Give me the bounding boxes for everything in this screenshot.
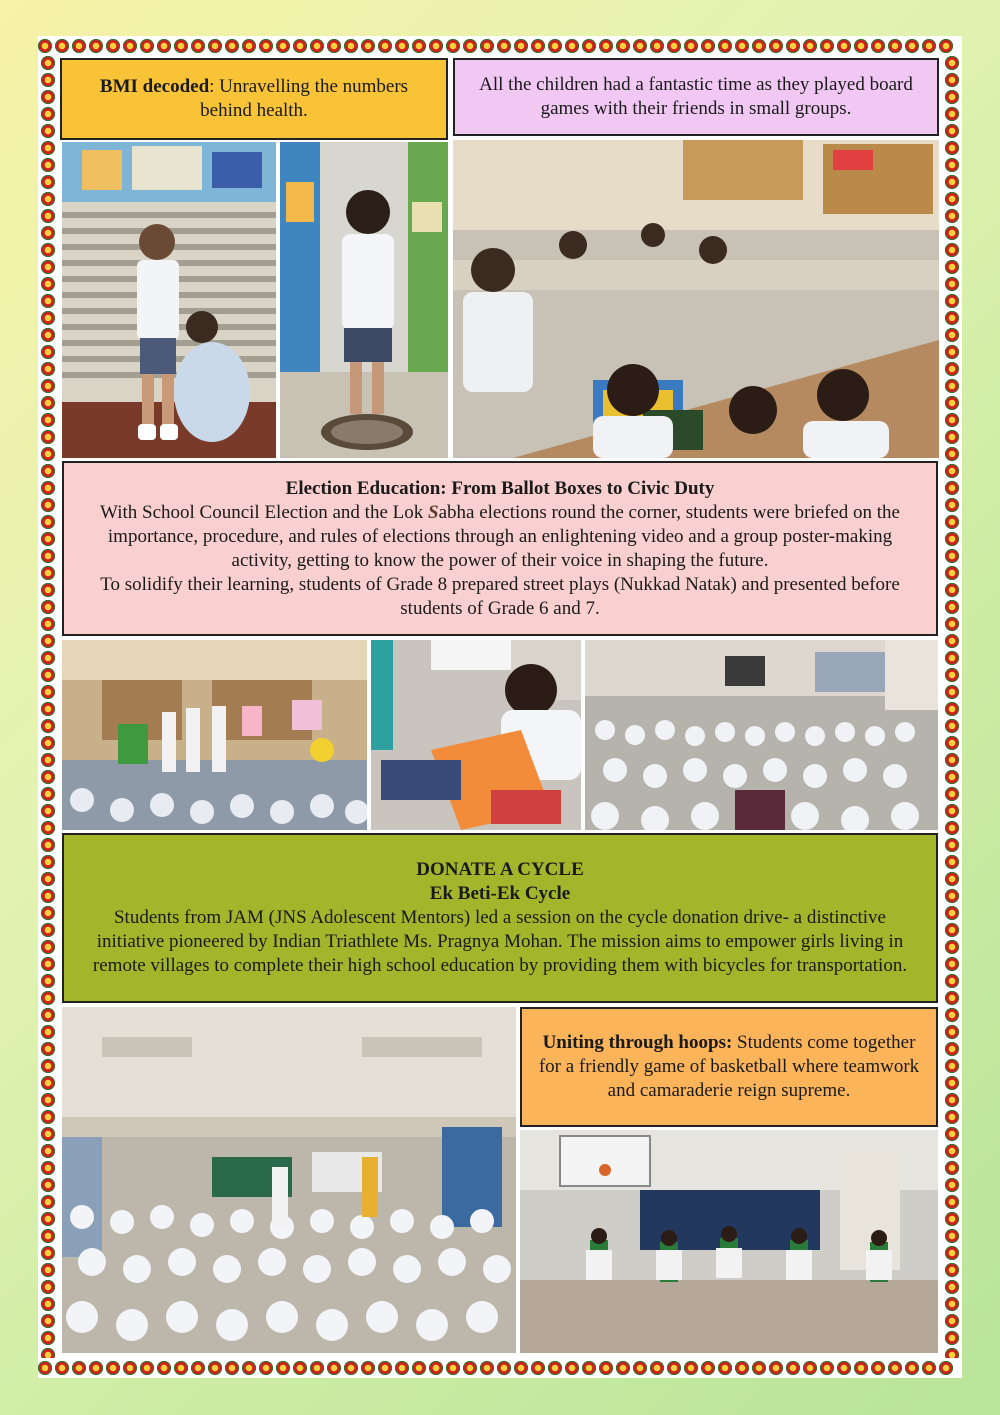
flower-border-icon (548, 1361, 562, 1375)
flower-border-icon (837, 39, 851, 53)
flower-border-icon (718, 1361, 732, 1375)
flower-border-icon (446, 39, 460, 53)
cycle-session-photo (62, 1007, 516, 1353)
flower-border-icon (41, 1076, 55, 1090)
cycle-title: DONATE A CYCLE (416, 859, 584, 880)
election-para1-start: With School Council Election and the Lok (100, 501, 428, 523)
flower-border-icon (945, 175, 959, 189)
flower-border-icon (41, 702, 55, 716)
flower-border-icon (820, 39, 834, 53)
election-paragraph-2: To solidify their learning, students of Grade 8 prepared street plays (Nukkad Natak) and presented before students of Grade 6 and 7. (100, 573, 900, 619)
flower-border-icon (945, 158, 959, 172)
flower-border-icon (945, 260, 959, 274)
flower-border-icon (41, 838, 55, 852)
flower-border-icon (276, 1361, 290, 1375)
flower-border-icon (945, 56, 959, 70)
election-video-session-photo (585, 640, 938, 830)
election-para1-end: abha elections round the corner, students were briefed on the importance, procedure, and rules of elections through an enlightening video and a group poster-making activity, getting to know the power of their voice in shaping the future. (107, 501, 900, 571)
flower-border-icon (41, 1297, 55, 1311)
flower-border-icon (888, 39, 902, 53)
hoops-title: Uniting through hoops: (542, 1032, 733, 1053)
flower-border-icon (837, 1361, 851, 1375)
flower-border-icon (922, 39, 936, 53)
flower-border-icon (41, 1144, 55, 1158)
flower-border-icon (41, 753, 55, 767)
hoops-caption (532, 1031, 926, 1103)
flower-border-icon (41, 549, 55, 563)
flower-border-icon (191, 1361, 205, 1375)
flower-border-icon (208, 1361, 222, 1375)
flower-border-bottom (38, 1360, 962, 1376)
flower-border-icon (945, 1042, 959, 1056)
flower-border-icon (945, 1144, 959, 1158)
flower-border-icon (667, 1361, 681, 1375)
flower-border-icon (41, 719, 55, 733)
flower-border-icon (242, 39, 256, 53)
flower-border-icon (945, 1297, 959, 1311)
flower-border-icon (945, 498, 959, 512)
flower-border-icon (945, 73, 959, 87)
flower-border-icon (41, 583, 55, 597)
flower-border-icon (945, 532, 959, 546)
flower-border-icon (497, 1361, 511, 1375)
flower-border-icon (225, 39, 239, 53)
board-games-caption-box (453, 58, 939, 136)
flower-border-right (944, 56, 960, 1358)
basketball-photo (520, 1130, 938, 1353)
flower-border-icon (41, 889, 55, 903)
flower-border-icon (41, 685, 55, 699)
flower-border-icon (752, 39, 766, 53)
flower-border-icon (327, 1361, 341, 1375)
flower-border-icon (616, 39, 630, 53)
flower-border-icon (38, 1361, 52, 1375)
bmi-text: : Unravelling the numbers behind health. (200, 76, 409, 121)
flower-border-icon (41, 328, 55, 342)
flower-border-icon (531, 1361, 545, 1375)
flower-border-icon (945, 583, 959, 597)
flower-border-icon (41, 566, 55, 580)
flower-border-icon (463, 1361, 477, 1375)
flower-border-icon (735, 39, 749, 53)
flower-border-icon (259, 39, 273, 53)
flower-border-icon (41, 1178, 55, 1192)
flower-border-icon (191, 39, 205, 53)
flower-border-icon (157, 1361, 171, 1375)
flower-border-icon (41, 617, 55, 631)
flower-border-icon (945, 107, 959, 121)
flower-border-icon (718, 39, 732, 53)
flower-border-icon (945, 1178, 959, 1192)
flower-border-icon (41, 1195, 55, 1209)
flower-border-icon (854, 39, 868, 53)
flower-border-icon (89, 39, 103, 53)
flower-border-icon (945, 702, 959, 716)
flower-border-icon (514, 1361, 528, 1375)
flower-border-icon (922, 1361, 936, 1375)
flower-border-icon (945, 668, 959, 682)
flower-border-icon (41, 770, 55, 784)
flower-border-icon (72, 39, 86, 53)
flower-border-icon (565, 39, 579, 53)
flower-border-icon (41, 1093, 55, 1107)
flower-border-icon (945, 1093, 959, 1107)
flower-border-icon (463, 39, 477, 53)
flower-border-icon (945, 328, 959, 342)
flower-border-icon (41, 651, 55, 665)
flower-border-icon (41, 974, 55, 988)
flower-border-icon (945, 430, 959, 444)
election-street-play-photo (62, 640, 367, 830)
flower-border-icon (945, 192, 959, 206)
flower-border-icon (41, 362, 55, 376)
flower-border-icon (395, 1361, 409, 1375)
board-games-photo (453, 140, 939, 458)
flower-border-icon (41, 957, 55, 971)
flower-border-icon (945, 447, 959, 461)
flower-border-icon (945, 277, 959, 291)
flower-border-icon (945, 804, 959, 818)
flower-border-icon (548, 39, 562, 53)
flower-border-icon (945, 787, 959, 801)
flower-border-icon (633, 1361, 647, 1375)
flower-border-icon (786, 1361, 800, 1375)
flower-border-icon (361, 39, 375, 53)
flower-border-icon (41, 1127, 55, 1141)
flower-border-icon (945, 906, 959, 920)
election-title: Election Education: From Ballot Boxes to Civic Duty (285, 477, 715, 499)
flower-border-icon (945, 1280, 959, 1294)
flower-border-icon (41, 124, 55, 138)
flower-border-icon (945, 1263, 959, 1277)
flower-border-icon (41, 243, 55, 257)
flower-border-icon (41, 804, 55, 818)
flower-border-icon (293, 1361, 307, 1375)
flower-border-icon (41, 464, 55, 478)
flower-border-icon (41, 481, 55, 495)
flower-border-icon (41, 1229, 55, 1243)
flower-border-icon (41, 787, 55, 801)
flower-border-icon (786, 39, 800, 53)
flower-border-icon (41, 345, 55, 359)
flower-border-icon (41, 923, 55, 937)
flower-border-icon (945, 600, 959, 614)
flower-border-icon (310, 1361, 324, 1375)
flower-border-icon (174, 39, 188, 53)
flower-border-icon (945, 311, 959, 325)
flower-border-icon (41, 56, 55, 70)
flower-border-icon (945, 736, 959, 750)
flower-border-icon (650, 39, 664, 53)
flower-border-icon (429, 1361, 443, 1375)
flower-border-icon (41, 192, 55, 206)
flower-border-icon (945, 617, 959, 631)
flower-border-icon (41, 141, 55, 155)
flower-border-icon (945, 362, 959, 376)
flower-border-icon (945, 940, 959, 954)
flower-border-icon (633, 39, 647, 53)
flower-border-icon (41, 906, 55, 920)
flower-border-icon (945, 1059, 959, 1073)
flower-border-icon (945, 413, 959, 427)
flower-border-icon (41, 1008, 55, 1022)
flower-border-icon (945, 821, 959, 835)
flower-border-icon (41, 447, 55, 461)
flower-border-icon (945, 957, 959, 971)
flower-border-icon (72, 1361, 86, 1375)
flower-border-icon (41, 158, 55, 172)
flower-border-icon (310, 39, 324, 53)
flower-border-icon (41, 277, 55, 291)
bmi-caption-box (60, 58, 448, 140)
flower-border-icon (41, 1280, 55, 1294)
flower-border-icon (41, 396, 55, 410)
flower-border-icon (945, 1195, 959, 1209)
flower-border-icon (514, 39, 528, 53)
flower-border-icon (684, 1361, 698, 1375)
flower-border-icon (945, 243, 959, 257)
flower-border-icon (140, 1361, 154, 1375)
flower-border-icon (41, 107, 55, 121)
flower-border-icon (157, 39, 171, 53)
flower-border-icon (752, 1361, 766, 1375)
flower-border-icon (327, 39, 341, 53)
flower-border-icon (259, 1361, 273, 1375)
flower-border-icon (41, 413, 55, 427)
flower-border-icon (945, 124, 959, 138)
flower-border-icon (945, 209, 959, 223)
flower-border-icon (945, 481, 959, 495)
flower-border-icon (820, 1361, 834, 1375)
flower-border-icon (41, 1059, 55, 1073)
flower-border-icon (41, 430, 55, 444)
flower-border-icon (945, 753, 959, 767)
flower-border-icon (208, 39, 222, 53)
flower-border-icon (905, 39, 919, 53)
flower-border-icon (945, 1229, 959, 1243)
flower-border-icon (41, 498, 55, 512)
flower-border-icon (41, 1348, 55, 1358)
flower-border-icon (378, 39, 392, 53)
election-caption-box (62, 461, 938, 636)
bmi-photo-weight-scale (280, 142, 448, 458)
flower-border-icon (945, 991, 959, 1005)
flower-border-icon (945, 515, 959, 529)
flower-border-icon (480, 39, 494, 53)
flower-border-icon (41, 73, 55, 87)
flower-border-icon (242, 1361, 256, 1375)
flower-border-icon (854, 1361, 868, 1375)
flower-border-icon (41, 209, 55, 223)
flower-border-icon (684, 39, 698, 53)
flower-border-icon (123, 39, 137, 53)
flower-border-icon (344, 39, 358, 53)
flower-border-icon (446, 1361, 460, 1375)
flower-border-icon (735, 1361, 749, 1375)
flower-border-icon (945, 923, 959, 937)
bmi-title: BMI decoded (99, 76, 210, 97)
flower-border-icon (378, 1361, 392, 1375)
flower-border-icon (174, 1361, 188, 1375)
hoops-text: Students come together for a friendly game of basketball where teamwork and camaraderie reign supreme. (538, 1032, 920, 1101)
flower-border-icon (599, 1361, 613, 1375)
flower-border-icon (41, 1263, 55, 1277)
flower-border-icon (89, 1361, 103, 1375)
flower-border-icon (497, 39, 511, 53)
flower-border-icon (41, 1042, 55, 1056)
flower-border-icon (945, 889, 959, 903)
flower-border-icon (945, 396, 959, 410)
flower-border-icon (276, 39, 290, 53)
flower-border-icon (412, 39, 426, 53)
election-poster-making-photo (371, 640, 581, 830)
flower-border-icon (41, 1110, 55, 1124)
flower-border-icon (41, 1246, 55, 1260)
bmi-photo-height-measure (62, 142, 276, 458)
flower-border-icon (361, 1361, 375, 1375)
flower-border-icon (945, 226, 959, 240)
flower-border-icon (41, 821, 55, 835)
flower-border-icon (945, 872, 959, 886)
flower-border-icon (667, 39, 681, 53)
flower-border-icon (945, 141, 959, 155)
flower-border-icon (41, 90, 55, 104)
flower-border-icon (41, 600, 55, 614)
flower-border-icon (945, 1331, 959, 1345)
bmi-caption (72, 75, 436, 123)
flower-border-icon (616, 1361, 630, 1375)
flower-border-icon (41, 736, 55, 750)
flower-border-icon (344, 1361, 358, 1375)
flower-border-icon (945, 1161, 959, 1175)
flower-border-icon (41, 1161, 55, 1175)
flower-border-icon (945, 1212, 959, 1226)
flower-border-icon (945, 634, 959, 648)
flower-border-icon (945, 974, 959, 988)
flower-border-icon (650, 1361, 664, 1375)
flower-border-icon (701, 1361, 715, 1375)
cycle-text: Students from JAM (JNS Adolescent Mentors) led a session on the cycle donation drive- a distinctive initiative pioneered by Indian Triathlete Ms. Pragnya Mohan. The mission aims to empower girls living in remote villages to complete their high school education by providing them with bicycles for transportation. (92, 907, 908, 976)
flower-border-icon (106, 1361, 120, 1375)
cycle-subtitle: Ek Beti-Ek Cycle (429, 883, 571, 904)
flower-border-icon (41, 260, 55, 274)
flower-border-icon (945, 685, 959, 699)
flower-border-icon (41, 1314, 55, 1328)
flower-border-icon (945, 549, 959, 563)
flower-border-icon (140, 39, 154, 53)
flower-border-icon (945, 464, 959, 478)
board-games-caption: All the children had a fantastic time as they played board games with their friends in small groups. (479, 74, 913, 119)
flower-border-icon (225, 1361, 239, 1375)
flower-border-icon (803, 1361, 817, 1375)
flower-border-icon (293, 39, 307, 53)
flower-border-icon (41, 294, 55, 308)
flower-border-icon (412, 1361, 426, 1375)
flower-border-icon (41, 634, 55, 648)
flower-border-icon (531, 39, 545, 53)
election-paragraph-1 (82, 501, 918, 573)
flower-border-icon (41, 668, 55, 682)
flower-border-icon (41, 532, 55, 546)
flower-border-icon (769, 1361, 783, 1375)
flower-border-icon (41, 940, 55, 954)
flower-border-icon (582, 1361, 596, 1375)
flower-border-icon (945, 1025, 959, 1039)
flower-border-icon (945, 90, 959, 104)
flower-border-icon (945, 345, 959, 359)
flower-border-icon (945, 651, 959, 665)
flower-border-icon (939, 1361, 953, 1375)
flower-border-icon (945, 1314, 959, 1328)
flower-border-icon (945, 1076, 959, 1090)
hoops-caption-box (520, 1007, 938, 1127)
flower-border-icon (939, 39, 953, 53)
flower-border-icon (582, 39, 596, 53)
flower-border-icon (945, 1348, 959, 1358)
flower-border-icon (123, 1361, 137, 1375)
flower-border-icon (945, 770, 959, 784)
flower-border-icon (395, 39, 409, 53)
flower-border-icon (871, 39, 885, 53)
flower-border-icon (429, 39, 443, 53)
flower-border-icon (55, 39, 69, 53)
flower-border-icon (565, 1361, 579, 1375)
flower-border-top (38, 38, 962, 54)
flower-border-icon (41, 872, 55, 886)
flower-border-icon (41, 991, 55, 1005)
flower-border-icon (945, 719, 959, 733)
flower-border-icon (945, 379, 959, 393)
flower-border-icon (945, 1127, 959, 1141)
flower-border-icon (41, 1212, 55, 1226)
flower-border-icon (106, 39, 120, 53)
flower-border-icon (55, 1361, 69, 1375)
flower-border-icon (599, 39, 613, 53)
cycle-caption-box (62, 833, 938, 1003)
flower-border-icon (701, 39, 715, 53)
flower-border-icon (945, 838, 959, 852)
flower-border-icon (41, 379, 55, 393)
flower-border-icon (41, 1025, 55, 1039)
flower-border-icon (803, 39, 817, 53)
flower-border-icon (769, 39, 783, 53)
election-sabha-s: S (428, 501, 439, 523)
flower-border-left (40, 56, 56, 1358)
flower-border-icon (945, 1246, 959, 1260)
flower-border-icon (905, 1361, 919, 1375)
flower-border-icon (888, 1361, 902, 1375)
flower-border-icon (480, 1361, 494, 1375)
flower-border-icon (945, 566, 959, 580)
flower-border-icon (41, 515, 55, 529)
flower-border-icon (41, 311, 55, 325)
flower-border-icon (41, 1331, 55, 1345)
flower-border-icon (38, 39, 52, 53)
flower-border-icon (945, 1008, 959, 1022)
flower-border-icon (945, 294, 959, 308)
flower-border-icon (41, 855, 55, 869)
flower-border-icon (871, 1361, 885, 1375)
flower-border-icon (41, 175, 55, 189)
flower-border-icon (945, 855, 959, 869)
flower-border-icon (41, 226, 55, 240)
flower-border-icon (945, 1110, 959, 1124)
